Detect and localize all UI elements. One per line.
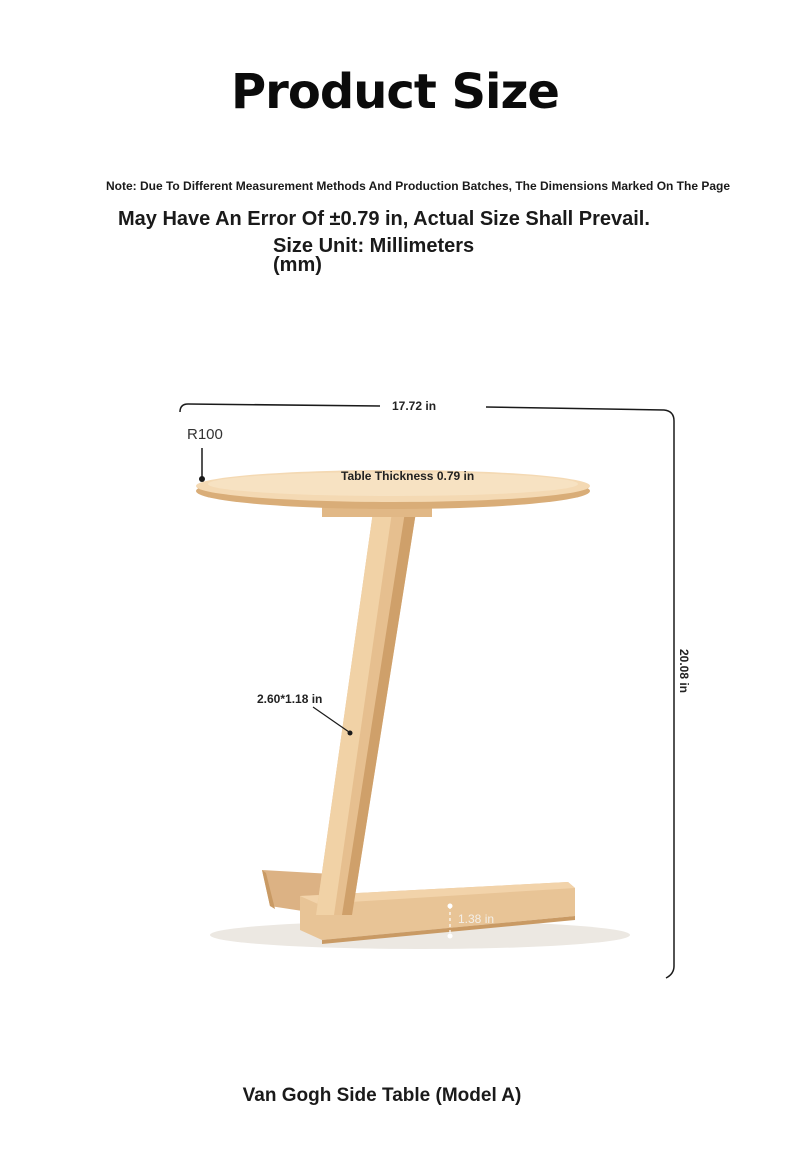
product-caption: Van Gogh Side Table (Model A) [242,1085,522,1106]
size-unit: Size Unit: Millimeters (mm) [273,235,475,276]
leg-pointer [313,707,349,732]
width-label: 17.72 in [386,399,442,413]
base-height-label: 1.38 in [458,912,495,926]
radius-label: R100 [187,426,223,443]
thickness-label: Table Thickness 0.79 in [341,469,475,483]
width-dimension-line [180,404,380,412]
error-note: May Have An Error Of ±0.79 in, Actual Size Shall Prevail. [118,208,650,230]
height-label: 20.08 in [677,648,692,694]
leg-size-label: 2.60*1.18 in [257,692,323,706]
page-title: Product Size [231,64,559,120]
measurement-note: Note: Due To Different Measurement Methods And Production Batches, The Dimensions Marked On The Page [105,179,731,193]
